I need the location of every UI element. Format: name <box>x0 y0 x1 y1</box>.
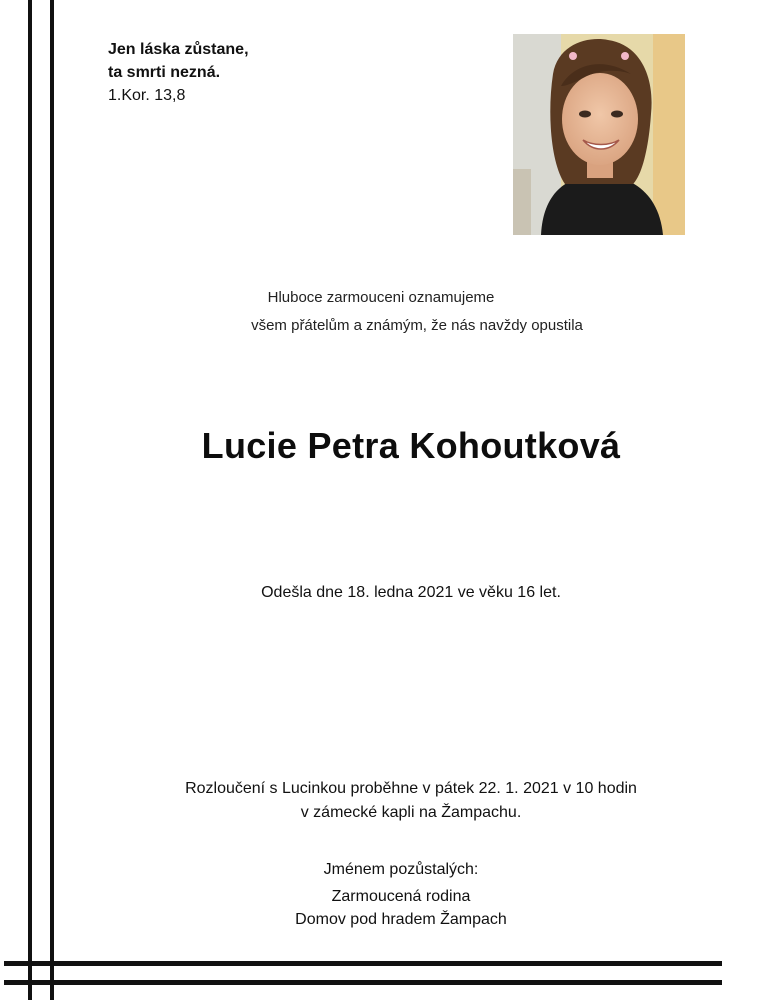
death-info: Odešla dne 18. ledna 2021 ve věku 16 let. <box>261 584 561 601</box>
left-border-line-inner <box>50 0 54 1000</box>
farewell-line-1: Rozloučení s Lucinkou proběhne v pátek 22. 1. 2021 v 10 hodin <box>185 780 637 797</box>
signature-line-1: Zarmoucená rodina <box>331 888 471 905</box>
quote-reference: 1.Kor. 13,8 <box>108 87 186 104</box>
bottom-border-line-lower <box>4 980 722 985</box>
left-border-line-outer <box>28 0 32 1000</box>
bottom-border-line-upper <box>4 961 722 966</box>
signature-line-2: Domov pod hradem Žampach <box>295 911 507 928</box>
announcement-line-1: Hluboce zarmouceni oznamujeme <box>267 289 495 306</box>
farewell-line-2: v zámecké kapli na Žampachu. <box>300 804 522 821</box>
bible-quote <box>108 38 249 107</box>
signature-heading: Jménem pozůstalých: <box>323 861 479 878</box>
deceased-name: Lucie Petra Kohoutková <box>201 425 621 466</box>
quote-line-1: Jen láska zůstane, <box>108 41 249 58</box>
quote-line-2: ta smrti nezná. <box>108 64 221 81</box>
portrait-photo <box>513 34 685 235</box>
announcement-line-2: všem přátelům a známým, že nás navždy opustila <box>251 317 583 334</box>
